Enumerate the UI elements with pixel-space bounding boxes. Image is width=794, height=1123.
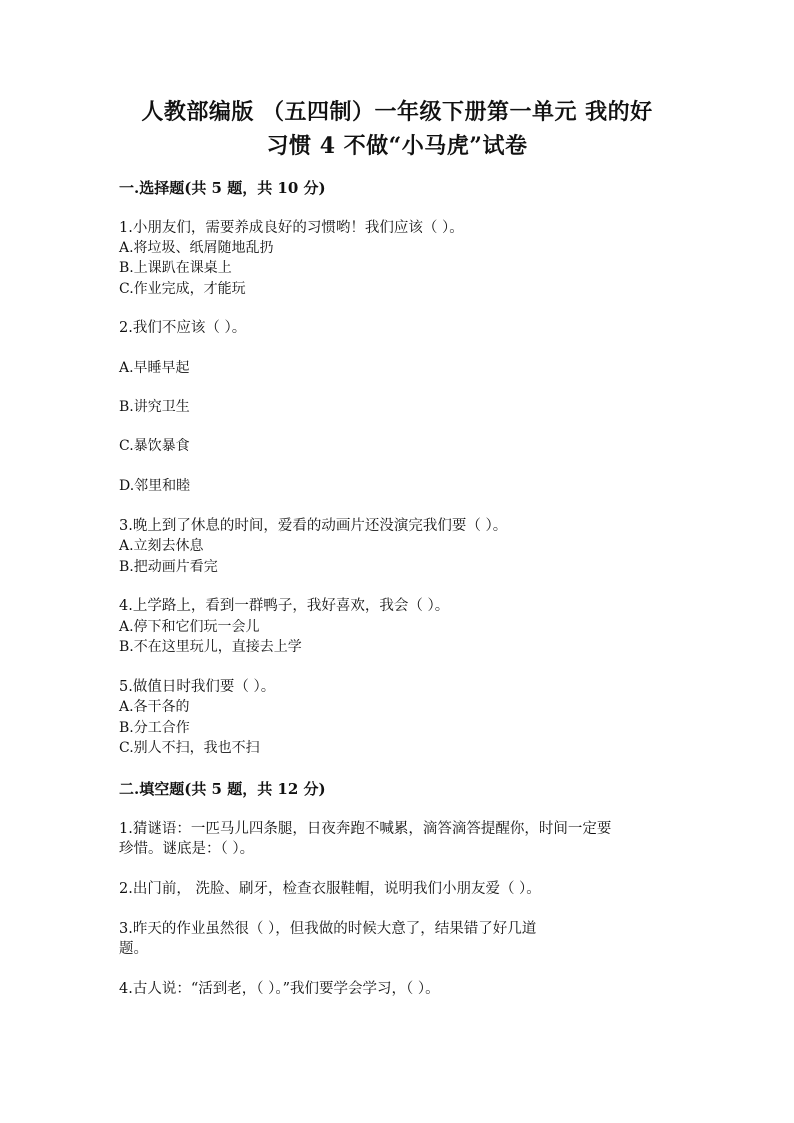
question-4-stem: 4.上学路上，看到一群鸭子，我好喜欢，我会（ ）。 [119,598,450,614]
question-2-option-c: C.暴饮暴食 [119,438,190,454]
question-1-option-c: C.作业完成，才能玩 [119,281,246,297]
question-5-option-b: B.分工合作 [119,720,190,736]
section-heading-fill-in: 二.填空题(共 5 题，共 12 分) [119,780,326,798]
fill-question-3-line-1: 3.昨天的作业虽然很（ ），但我做的时候大意了，结果错了好几道 [119,921,537,937]
question-5-option-c: C.别人不扫，我也不扫 [119,740,260,756]
section-heading-choice: 一.选择题(共 5 题，共 10 分) [119,179,326,197]
fill-question-1-line-1: 1.猜谜语：一匹马儿四条腿，日夜奔跑不喊累，滴答滴答提醒你，时间一定要 [119,821,612,837]
question-3-stem: 3.晚上到了休息的时间，爱看的动画片还没演完我们要（ ）。 [119,518,508,534]
question-2-option-a: A.早睡早起 [119,360,190,376]
question-1-stem: 1.小朋友们，需要养成良好的习惯哟！我们应该（ ）。 [119,220,464,236]
question-5-option-a: A.各干各的 [119,699,190,715]
fill-question-1-line-2: 珍惜。谜底是：（ ）。 [119,841,255,857]
question-4-option-a: A.停下和它们玩一会儿 [119,619,260,635]
question-5-stem: 5.做值日时我们要（ ）。 [119,679,276,695]
question-2-stem: 2.我们不应该（ ）。 [119,320,247,336]
fill-question-4: 4.古人说：“活到老，（ ）。”我们要学会学习，（ ）。 [119,981,440,997]
fill-question-3-line-2: 题。 [119,941,148,957]
question-3-option-a: A.立刻去休息 [119,538,204,554]
fill-question-2: 2.出门前， 洗脸、刷牙，检查衣服鞋帽，说明我们小朋友爱（ ）。 [119,881,541,897]
question-1-option-a: A.将垃圾、纸屑随地乱扔 [119,240,274,256]
question-2-option-d: D.邻里和睦 [119,478,191,494]
question-4-option-b: B.不在这里玩儿，直接去上学 [119,639,302,655]
question-1-option-b: B.上课趴在课桌上 [119,260,232,276]
question-2-option-b: B.讲究卫生 [119,399,190,415]
page-title-line-1: 人教部编版 （五四制）一年级下册第一单元 我的好 [141,99,653,125]
page-title-line-2: 习惯 4 不做“小马虎”试卷 [266,133,528,159]
question-3-option-b: B.把动画片看完 [119,559,218,575]
